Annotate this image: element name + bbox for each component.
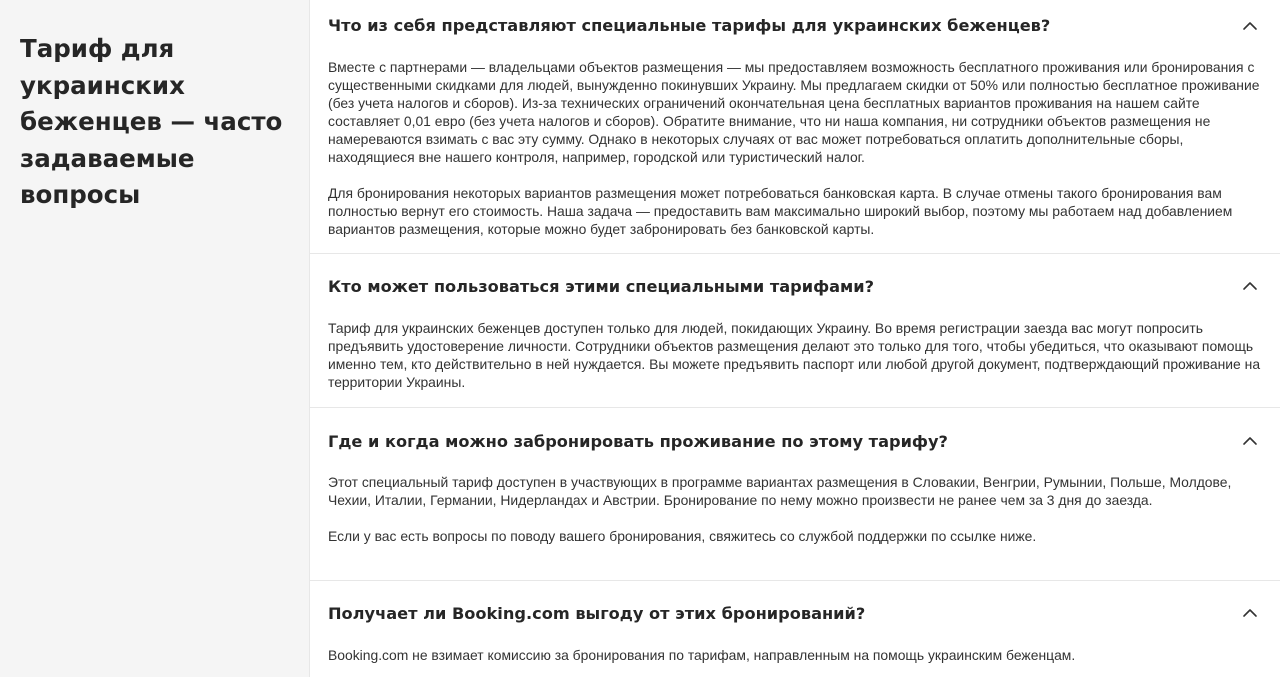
faq-item (310, 0, 1280, 254)
page-title: Тариф для украинских беженцев — часто задаваемые вопросы (20, 34, 283, 209)
faq-answer (328, 473, 1268, 545)
faq-answer-paragraph: Booking.com не взимает комиссию за бронирования по тарифам, направленным на помощь украинским беженцам. (328, 647, 1076, 663)
faq-item (310, 254, 1280, 408)
faq-answer-paragraph: Для бронирования некоторых вариантов размещения может потребоваться банковская карта. В случае отмены такого бронирования вам полностью вернут его стоимость. Наша задача — предоставить вам максимально широкий выбор, поэтому мы работаем над добавлением вариантов размещения, которые можно будет забронировать без банковской карты. (328, 185, 1233, 237)
faq-question[interactable]: Кто может пользоваться этими специальными тарифами? (328, 277, 875, 296)
faq-answer (328, 319, 1268, 391)
faq-question[interactable]: Где и когда можно забронировать проживание по этому тарифу? (328, 432, 948, 451)
faq-question[interactable]: Что из себя представляют специальные тарифы для украинских беженцев? (328, 16, 1051, 35)
faq-answer-paragraph: Вместе с партнерами — владельцами объектов размещения — мы предоставляем возможность бесплатного проживания или бронирования с существенными скидками для людей, вынужденно покинувших Украину. Мы предлагаем скидки от 50% или полностью бесплатное проживание (без учета налогов и сборов). Из-за технических ограничений окончательная цена бесплатных вариантов проживания на нашем сайте составляет 0,01 евро (без учета налогов и сборов). Обратите внимание, что ни наша компания, ни сотрудники объектов размещения не намереваются взимать с вас эту сумму. Однако в некоторых случаях от вас может потребоваться оплатить дополнительные сборы, находящиеся вне нашего контроля, например, городской или туристический налог. (328, 59, 1260, 165)
chevron-up-icon[interactable] (1239, 430, 1261, 452)
faq-answer (328, 646, 1268, 664)
faq-sidebar (0, 0, 310, 677)
faq-item (310, 581, 1280, 677)
chevron-up-icon[interactable] (1239, 15, 1261, 37)
chevron-up-icon[interactable] (1239, 275, 1261, 297)
faq-answer-paragraph: Этот специальный тариф доступен в участвующих в программе вариантах размещения в Словакии, Венгрии, Румынии, Польше, Молдове, Чехии, Италии, Германии, Нидерландах и Австрии. Бронирование по нему можно произвести не ранее чем за 3 дня до заезда. (328, 474, 1232, 508)
faq-list (310, 0, 1280, 677)
chevron-up-icon[interactable] (1239, 602, 1261, 624)
faq-answer (328, 58, 1268, 238)
faq-question[interactable]: Получает ли Booking.com выгоду от этих бронирований? (328, 604, 866, 623)
faq-answer-paragraph: Тариф для украинских беженцев доступен только для людей, покидающих Украину. Во время регистрации заезда вас могут попросить предъявить удостоверение личности. Сотрудники объектов размещения делают это только для того, чтобы убедиться, что оказывают помощь именно тем, кто действительно в ней нуждается. Вы можете предъявить паспорт или любой другой документ, подтверждающий проживание на территории Украины. (328, 320, 1261, 390)
faq-item (310, 408, 1280, 581)
faq-answer-paragraph: Если у вас есть вопросы по поводу вашего бронирования, свяжитесь со службой поддержки по ссылке ниже. (328, 528, 1037, 544)
